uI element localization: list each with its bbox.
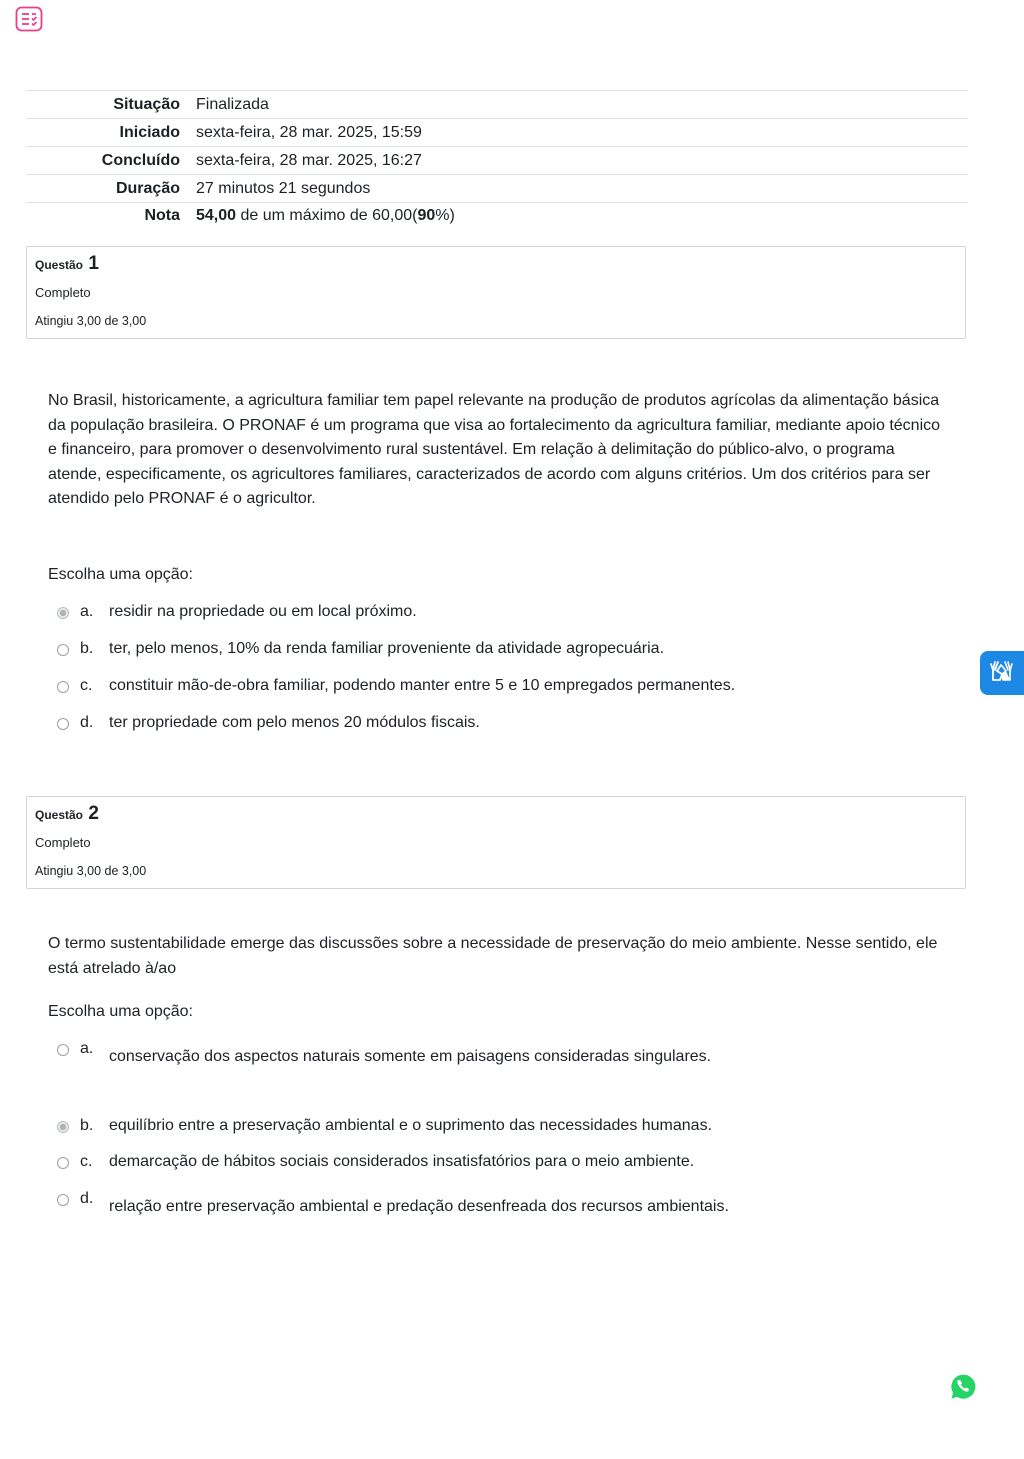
radio-button[interactable] [57,644,69,656]
option-text: residir na propriedade ou em local próximo. [109,603,417,620]
question-state: Completo [35,285,91,300]
answer-option-2c[interactable] [57,1151,957,1175]
summary-value: sexta-feira, 28 mar. 2025, 15:59 [196,123,422,141]
question-num: 2 [88,803,99,824]
option-letter: c. [80,1153,93,1170]
whatsapp-button[interactable] [946,1369,980,1403]
answer-option-1b[interactable] [57,638,957,662]
answer-option-2a[interactable] [57,1038,957,1072]
summary-label: Iniciado [119,123,180,141]
radio-button[interactable] [57,1044,69,1056]
question-number [35,253,99,275]
option-letter: d. [80,714,94,731]
option-text: conservação dos aspectos naturais somente em paisagens consideradas singulares. [109,1048,712,1065]
summary-value: sexta-feira, 28 mar. 2025, 16:27 [196,151,422,169]
radio-button[interactable] [57,681,69,693]
option-letter: d. [80,1190,94,1207]
summary-row-nota [26,202,968,229]
option-text: ter propriedade com pelo menos 20 módulos fiscais. [109,714,480,731]
question-state: Completo [35,835,91,850]
summary-label: Nota [144,207,180,224]
option-letter: b. [80,640,94,657]
question-grade: Atingiu 3,00 de 3,00 [35,864,147,878]
question-text-1: No Brasil, historicamente, a agricultura familiar tem papel relevante na produção de produtos agrícolas da alimentação básica da população brasileira. O PRONAF é um programa que visa ao fortalecimento da agricultura familiar, mediante apoio técnico e financeiro, para promover o desenvolvimento rural sustentável. Em relação à delimitação do público-alvo, o programa atende, especificamente, os agricultores familiares, caracterizados de acordo com alguns critérios. Um dos critérios para ser atendido pelo PRONAF é o agricultor. [48,392,941,507]
answer-option-2b[interactable] [57,1115,957,1139]
attempt-summary [26,90,968,229]
option-text: ter, pelo menos, 10% da renda familiar proveniente da atividade agropecuária. [109,640,665,657]
choose-option-prompt: Escolha uma opção: [48,566,193,583]
radio-button[interactable] [57,607,69,619]
question-label: Questão [35,808,84,822]
grade-middle: de um máximo de 60,00( [236,207,418,224]
question-number [35,803,99,825]
grade-score: 54,00 [196,207,237,224]
summary-value: Finalizada [196,95,269,113]
quiz-navigation-icon[interactable] [15,6,43,32]
radio-button[interactable] [57,718,69,730]
grade-percent: 90 [417,207,436,224]
summary-row-duracao [26,174,968,202]
summary-label: Situação [113,95,180,113]
question-text-2: O termo sustentabilidade emerge das discussões sobre a necessidade de preservação do meio ambiente. Nesse sentido, ele está atrelado à/ao [48,935,938,977]
whatsapp-icon [946,1390,980,1407]
sign-language-hands-icon [988,658,1016,689]
grade-value [196,207,968,225]
option-text: relação entre preservação ambiental e predação desenfreada dos recursos ambientais. [109,1198,729,1215]
summary-row-concluido [26,146,968,174]
radio-button[interactable] [57,1194,69,1206]
question-info-2 [26,796,966,889]
answer-option-1d[interactable] [57,712,957,736]
accessibility-button[interactable] [980,651,1024,695]
summary-value: 27 minutos 21 segundos [196,179,371,197]
summary-row-situacao [26,90,968,118]
option-text: equilíbrio entre a preservação ambiental e o suprimento das necessidades humanas. [109,1117,713,1134]
question-grade: Atingiu 3,00 de 3,00 [35,314,147,328]
option-text: demarcação de hábitos sociais considerados insatisfatórios para o meio ambiente. [109,1153,695,1170]
radio-button[interactable] [57,1157,69,1169]
option-letter: a. [80,603,94,620]
summary-label: Concluído [101,151,180,169]
answer-option-1c[interactable] [57,675,957,699]
summary-row-iniciado [26,118,968,146]
answer-option-1a[interactable] [57,601,957,625]
choose-option-prompt: Escolha uma opção: [48,1003,193,1020]
option-letter: c. [80,677,93,694]
answer-option-2d[interactable] [57,1188,957,1222]
summary-label: Duração [115,179,180,197]
option-letter: b. [80,1117,94,1134]
question-label: Questão [35,258,84,272]
question-num: 1 [88,253,99,274]
question-info-1 [26,246,966,339]
option-letter: a. [80,1040,94,1057]
option-text: constituir mão-de-obra familiar, podendo manter entre 5 e 10 empregados permanentes. [109,677,736,694]
grade-end: %) [435,207,455,224]
radio-button[interactable] [57,1121,69,1133]
